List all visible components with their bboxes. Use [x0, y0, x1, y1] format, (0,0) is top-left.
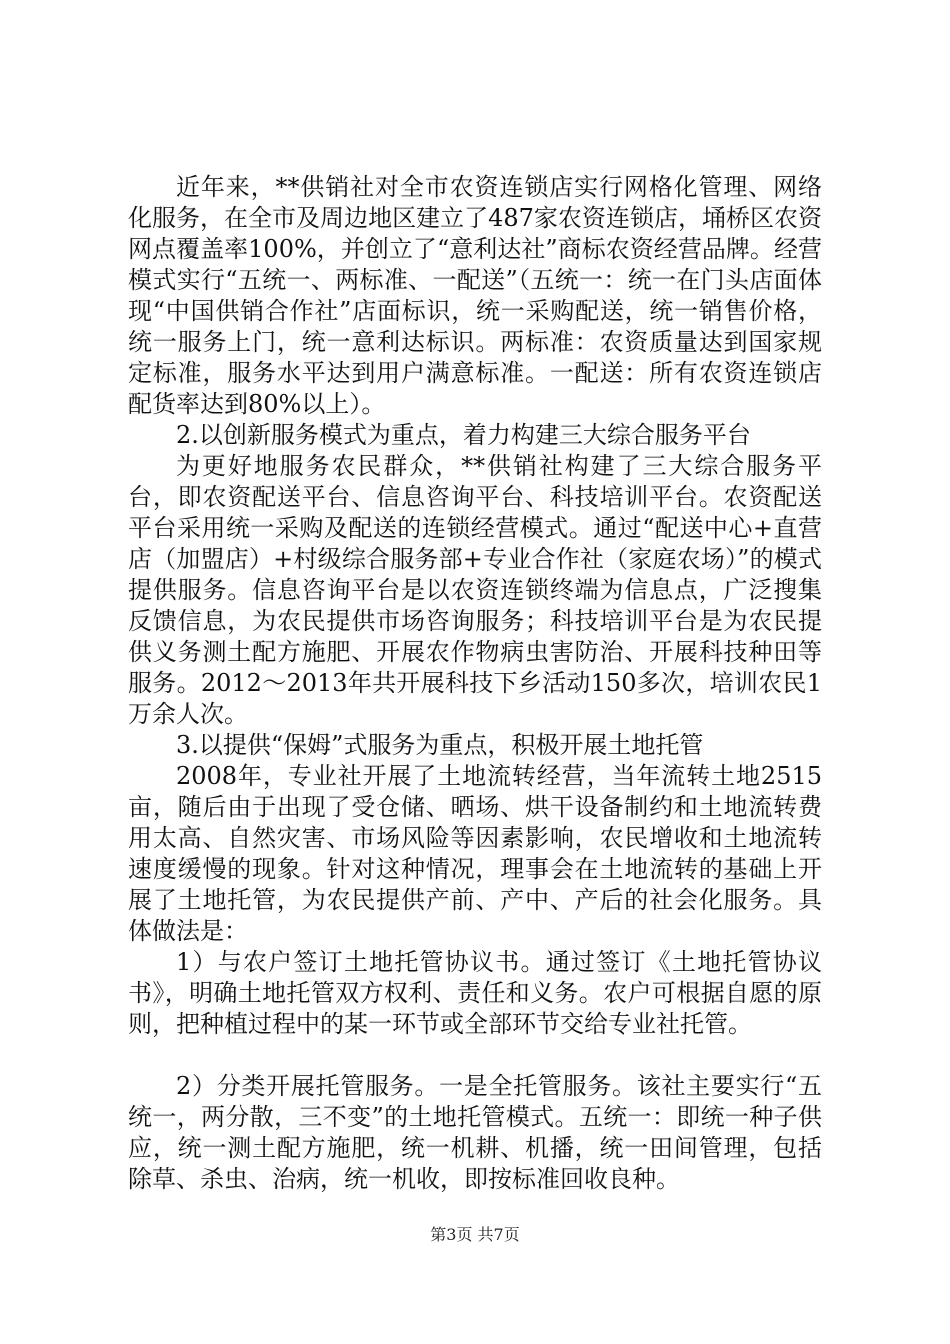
paragraph-chain-store-network: 近年来，**供销社对全市农资连锁店实行网格化管理、网络化服务，在全市及周边地区建立了487家农资连锁店，埇桥区农资网点覆盖率100%，并创立了“意利达社”商标农资经营品牌。经营模式实行“五统一、两标准、一配送”（五统一：统一在门头店面体现“中国供销合作社”店面标识，统一采购配送，统一销售价格，统一服务上门，统一意利达标识。两标准：农资质量达到国家规定标准，服务水平达到用户满意标准。一配送：所有农资连锁店配货率达到80%以上）。	[128, 173, 822, 418]
paragraph-trusteeship-services: 2）分类开展托管服务。一是全托管服务。该社主要实行“五统一，两分散，三不变”的土地托管模式。五统一：即统一种子供应，统一测土配方施肥，统一机耕、机播，统一田间管理，包括除草、杀虫、治病，统一机收，即按标准回收良种。	[128, 1072, 822, 1193]
section-heading-land-trusteeship: 3.以提供“保姆”式服务为重点，积极开展土地托管	[176, 731, 704, 759]
paragraph-service-platforms: 为更好地服务农民群众，**供销社构建了三大综合服务平台，即农资配送平台、信息咨询平台、科技培训平台。农资配送平台采用统一采购及配送的连锁经营模式。通过“配送中心+直营店（加盟店）+村级综合服务部+专业合作社（家庭农场）”的模式提供服务。信息咨询平台是以农资连锁终端为信息点，广泛搜集反馈信息，为农民提供市场咨询服务；科技培训平台是为农民提供义务测土配方施肥、开展农作物病虫害防治、开展科技种田等服务。2012～2013年共开展科技下乡活动150多次，培训农民1万余人次。	[128, 452, 822, 728]
page-number-footer: 第3页 共7页	[430, 1225, 520, 1244]
paragraph-land-transfer: 2008年，专业社开展了土地流转经营，当年流转土地2515亩，随后由于出现了受仓储、晒场、烘干设备制约和土地流转费用太高、自然灾害、市场风险等因素影响，农民增收和土地流转速度缓慢的现象。针对这种情况，理事会在土地流转的基础上开展了土地托管，为农民提供产前、产中、产后的社会化服务。具体做法是：	[128, 762, 822, 945]
section-heading-service-platforms: 2.以创新服务模式为重点，着力构建三大综合服务平台	[176, 421, 751, 449]
document-body	[128, 172, 822, 1195]
paragraph-trusteeship-agreement: 1）与农户签订土地托管协议书。通过签订《土地托管协议书》，明确土地托管双方权利、责任和义务。农户可根据自愿的原则，把种植过程中的某一环节或全部环节交给专业社托管。	[128, 948, 822, 1038]
